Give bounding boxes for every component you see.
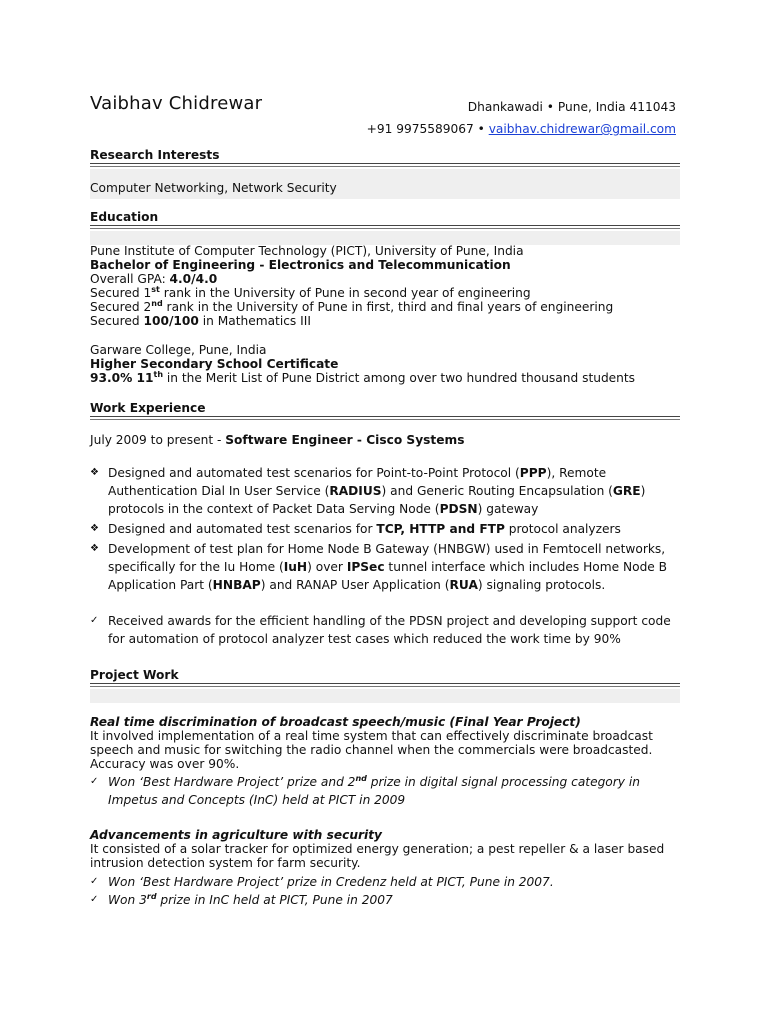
project-1-award-2: Impetus and Concepts (InC) held at PICT in 2009 (108, 793, 406, 807)
work-bullet-1-line-2: Authentication Dial In User Service (RADIUS) and Generic Routing Encapsulation (GRE) (108, 484, 646, 498)
merit-line: 93.0% 11th in the Merit List of Pune District among over two hundred thousand students (90, 370, 636, 385)
garware-cert: Higher Secondary School Certificate (90, 357, 339, 371)
research-text: Computer Networking, Network Security (90, 181, 337, 195)
shaded-band (90, 689, 680, 703)
work-bullet-1-line-1: Designed and automated test scenarios for Point-to-Point Protocol (PPP), Remote (108, 466, 607, 480)
check-bullet-icon: ✓ (90, 876, 99, 887)
work-bullet-3-line-1: Development of test plan for Home Node B Gateway (HNBGW) used in Femtocell networks, (108, 542, 666, 556)
project-1-desc-3: Accuracy was over 90%. (90, 757, 240, 771)
garware-school: Garware College, Pune, India (90, 343, 267, 357)
project-1-desc-2: speech and music for switching the radio channel when the commercials were broadcasted. (90, 743, 653, 757)
check-bullet-icon: ✓ (90, 894, 99, 905)
section-title: Education (90, 210, 159, 224)
phone-email-line (367, 118, 676, 140)
job-line: July 2009 to present - Software Engineer - Cisco Systems (90, 433, 465, 447)
check-bullet-icon: ✓ (90, 776, 99, 787)
project-2-desc-1: It consisted of a solar tracker for optimized energy generation; a pest repeller & a laser based (90, 842, 665, 856)
rank-line-1: Secured 1st rank in the University of Pune in second year of engineering (90, 285, 531, 300)
work-section (90, 400, 680, 420)
phone: +91 9975589067 • (366, 122, 485, 136)
work-bullet-3-line-3: Application Part (HNBAP) and RANAP User Application (RUA) signaling protocols. (108, 578, 606, 592)
address: Dhankawadi • Pune, India 411043 (467, 100, 676, 114)
email-link[interactable]: vaibhav.chidrewar@gmail.com (488, 122, 676, 136)
rank-line-2: Secured 2nd rank in the University of Pune in first, third and final years of engineering (90, 299, 614, 314)
work-bullet-2: Designed and automated test scenarios for TCP, HTTP and FTP protocol analyzers (108, 522, 621, 536)
pict-degree: Bachelor of Engineering - Electronics and Telecommunication (90, 258, 511, 272)
section-rule (90, 416, 680, 420)
check-bullet-icon: ✓ (90, 615, 99, 626)
award-line-2: for automation of protocol analyzer test cases which reduced the work time by 90% (108, 632, 621, 646)
pict-school: Pune Institute of Computer Technology (PICT), University of Pune, India (90, 244, 524, 258)
math-line: Secured 100/100 in Mathematics III (90, 314, 311, 328)
project-1-award-1: Won ‘Best Hardware Project’ prize and 2nd prize in digital signal processing category in (108, 774, 640, 789)
section-title: Work Experience (90, 401, 206, 415)
education-section (90, 209, 680, 245)
project-2-award-2: Won 3rd prize in InC held at PICT, Pune in 2007 (108, 892, 393, 907)
project-section (90, 667, 680, 703)
contact-block (367, 96, 676, 140)
section-title: Project Work (90, 668, 179, 682)
project-1-title: Real time discrimination of broadcast speech/music (Final Year Project) (90, 715, 581, 729)
award-line-1: Received awards for the efficient handling of the PDSN project and developing support code (108, 614, 671, 628)
diamond-bullet-icon: ❖ (90, 523, 99, 534)
candidate-name: Vaibhav Chidrewar (90, 93, 263, 114)
project-1-desc-1: It involved implementation of a real time system that can effectively discriminate broadcast (90, 729, 653, 743)
diamond-bullet-icon: ❖ (90, 467, 99, 478)
project-2-desc-2: intrusion detection system for farm security. (90, 856, 361, 870)
diamond-bullet-icon: ❖ (90, 543, 99, 554)
work-bullet-3-line-2: specifically for the Iu Home (IuH) over IPSec tunnel interface which includes Home Node B (108, 560, 668, 574)
work-bullet-1-line-3: protocols in the context of Packet Data Serving Node (PDSN) gateway (108, 502, 539, 516)
section-title: Research Interests (90, 148, 220, 162)
project-2-title: Advancements in agriculture with security (90, 828, 382, 842)
shaded-band (90, 231, 680, 245)
project-2-award-1: Won ‘Best Hardware Project’ prize in Credenz held at PICT, Pune in 2007. (108, 875, 554, 889)
gpa-line: Overall GPA: 4.0/4.0 (90, 272, 218, 286)
